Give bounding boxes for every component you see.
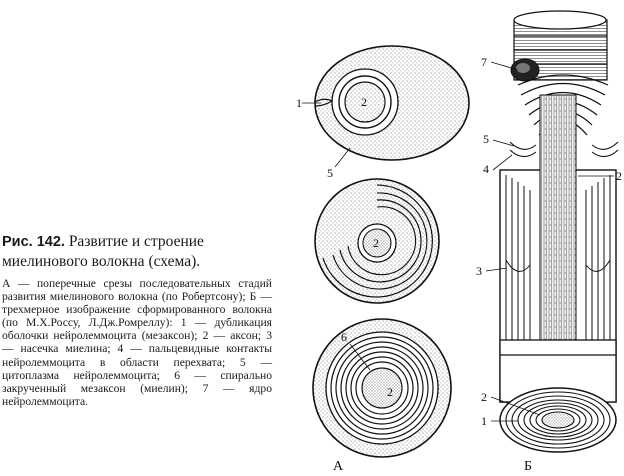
figure-caption <box>2 232 272 408</box>
figure-label: Рис. 142. <box>2 234 65 250</box>
panel-a-label: А <box>333 459 344 474</box>
a-label-2-top: 2 <box>361 95 367 109</box>
a-label-1: 1 <box>296 96 302 110</box>
a-label-2-bottom: 2 <box>387 385 393 399</box>
b-label-2-top: 2 <box>616 169 622 183</box>
panel-a-stage1 <box>296 46 469 180</box>
panel-a-stage2 <box>315 179 439 303</box>
a-label-5: 5 <box>327 166 333 180</box>
caption-title <box>2 232 272 271</box>
myelin-fiber-figure <box>278 0 624 476</box>
a-label-6: 6 <box>341 330 347 344</box>
b-label-1: 1 <box>481 414 487 428</box>
b-label-2-bottom: 2 <box>481 390 487 404</box>
b-label-4: 4 <box>483 162 489 176</box>
caption-body: А — поперечные срезы последовательных стадий развития миелинового волокна (по Робертсону); Б — трехмерное изображение сформированного волокна (по М.Х.Россу, Л.Дж.Ромреллу): 1 — дубликация оболочки нейролеммоцита (мезаксон); 2 — аксон; 3 — насечка миелина; 4 — пальцевидные контакты нейролеммоцита в области перехвата; 5 — цитоплазма нейролеммоцита; 6 — спирально закрученный мезаксон (миелин); 7 — ядро нейролеммоцита. <box>2 277 272 408</box>
a-label-2-mid: 2 <box>373 236 379 250</box>
b-label-3: 3 <box>476 264 482 278</box>
caption-title-text: Развитие и строение миелинового волокна (схема). <box>2 233 204 270</box>
b-label-5: 5 <box>483 132 489 146</box>
panel-b-fiber <box>500 11 618 452</box>
panel-a-stage3 <box>313 319 451 457</box>
b-label-7: 7 <box>481 55 487 69</box>
panel-b-label: Б <box>524 459 533 474</box>
